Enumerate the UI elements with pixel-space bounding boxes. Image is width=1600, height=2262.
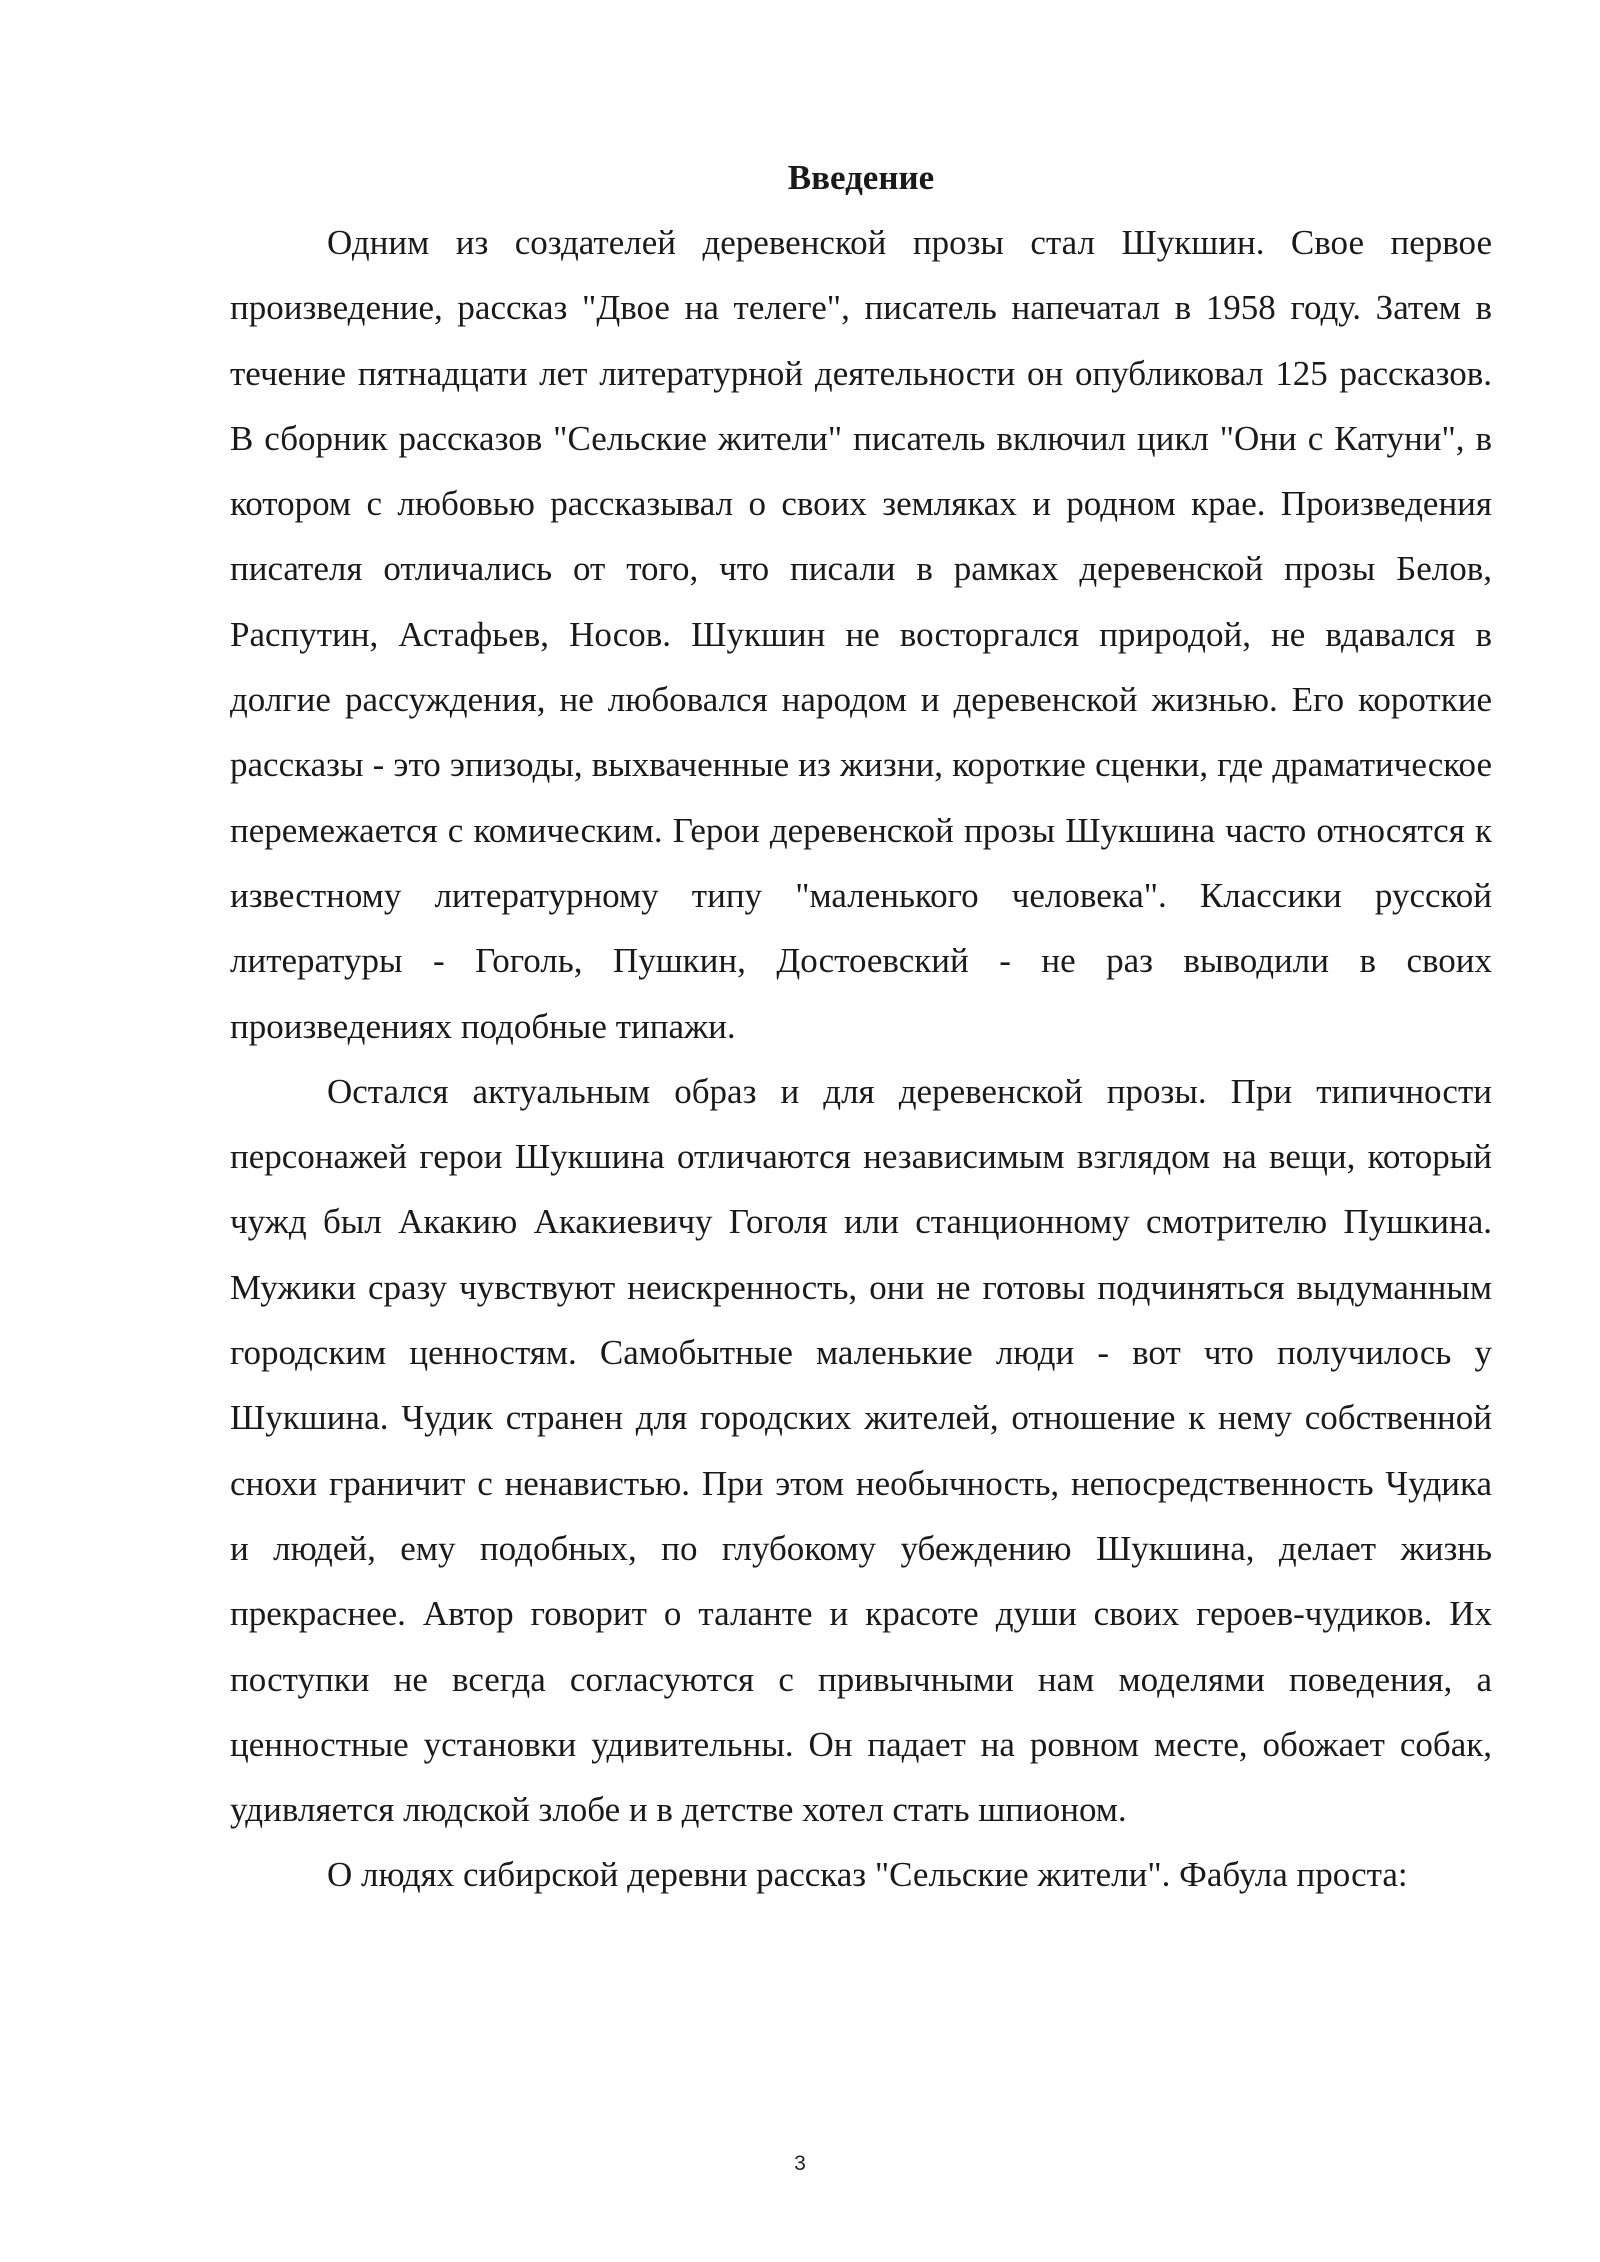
paragraph-2: Остался актуальным образ и для деревенской прозы. При типичности персонажей герои Шукшина отличаются независимым взглядом на вещи, который чужд был Акакию Акакиевичу Гоголя или станционному смотрителю Пушкина. Мужики сразу чувствуют неискренность, они не готовы подчиняться выдуманным городским ценностям. Самобытные маленькие люди - вот что получилось у Шукшина. Чудик странен для городских жителей, отношение к нему собственной снохи граничит с ненавистью. При этом необычность, непосредственность Чудика и людей, ему подобных, по глубокому убеждению Шукшина, делает жизнь прекраснее. Автор говорит о таланте и красоте души своих героев-чудиков. Их поступки не всегда согласуются с привычными нам моделями поведения, а ценностные установки удивительны. Он падает на ровном месте, обожает собак, удивляется людской злобе и в детстве хотел стать шпионом. [230,1071,1492,1830]
section-heading: Введение [787,158,935,197]
paragraph-1: Одним из создателей деревенской прозы стал Шукшин. Свое первое произведение, рассказ "Двое на телеге", писатель напечатал в 1958 году. Затем в течение пятнадцати лет литературной деятельности он опубликовал 125 рассказов. В сборник рассказов "Сельские жители" писатель включил цикл "Они с Катуни", в котором с любовью рассказывал о своих земляках и родном крае. Произведения писателя отличались от того, что писали в рамках деревенской прозы Белов, Распутин, Астафьев, Носов. Шукшин не восторгался природой, не вдавался в долгие рассуждения, не любовался народом и деревенской жизнью. Его короткие рассказы - это эпизоды, выхваченные из жизни, короткие сценки, где драматическое перемежается с комическим. Герои деревенской прозы Шукшина часто относятся к известному литературному типу "маленького человека". Классики русской литературы - Гоголь, Пушкин, Достоевский - не раз выводили в своих произведениях подобные типажи. [230,223,1492,1046]
page-number: 3 [794,2152,806,2175]
page-body [230,145,1492,1908]
paragraph-3: О людях сибирской деревни рассказ "Сельские жители". Фабула проста: [327,1855,1408,1895]
